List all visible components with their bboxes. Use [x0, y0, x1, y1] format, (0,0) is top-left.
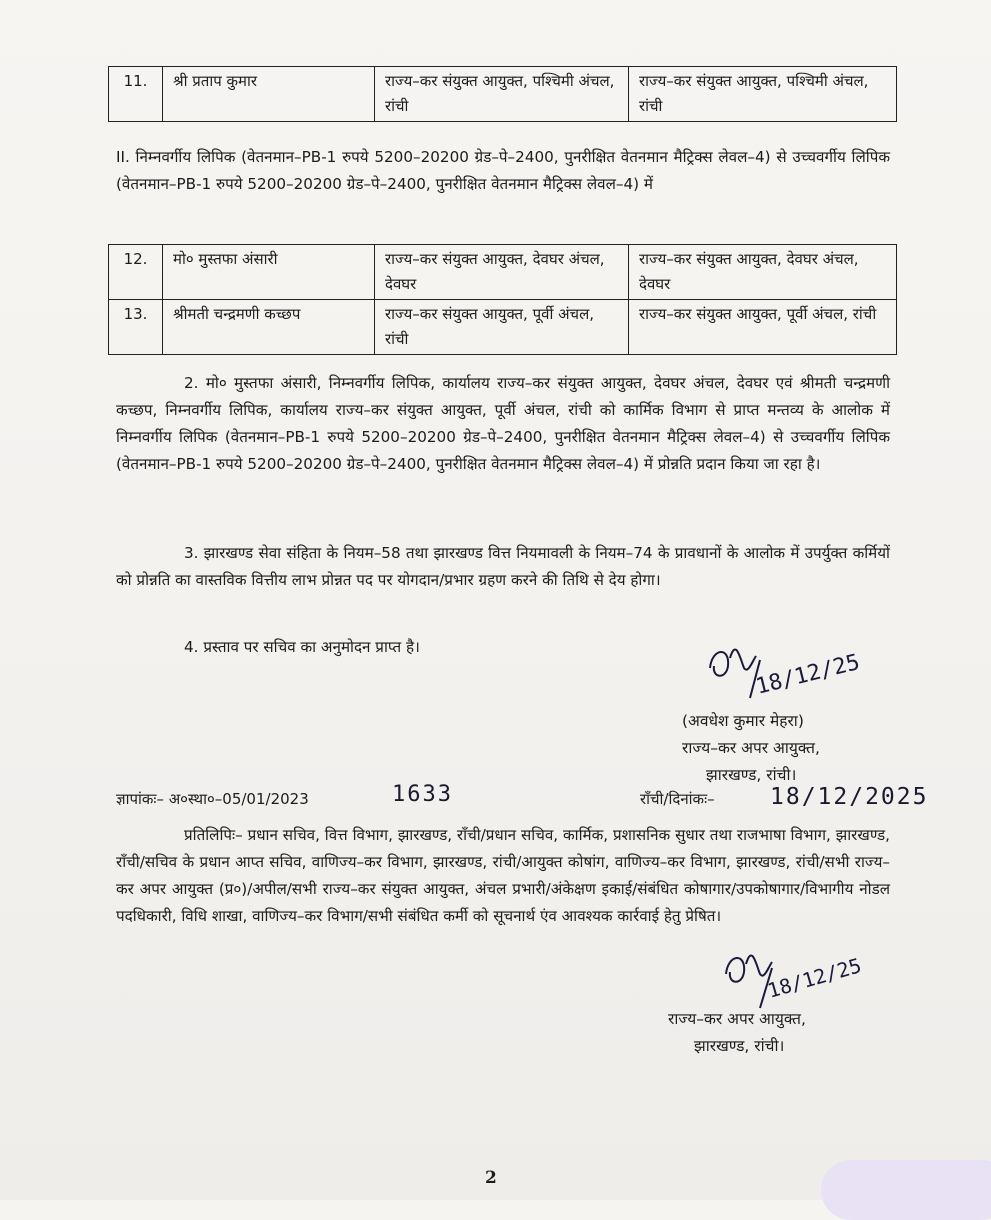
signatory-place: झारखण्ड, रांची। — [706, 766, 797, 784]
copy-to-paragraph: प्रतिलिपिः– प्रधान सचिव, वित्त विभाग, झारखण्ड, राँची/प्रधान सचिव, कार्मिक, प्रशासनिक सुधार तथा राजभाषा विभाग, झारखण्ड, राँची/सचिव के प्रधान आप्त सचिव, वाणिज्य–कर विभाग, झारखण्ड, रांची/आयुक्त कोषांग, वाणिज्य–कर विभाग, झारखण्ड, रांची/सभी राज्य–कर अपर आयुक्त (प्र०)/अपील/सभी राज्य–कर संयुक्त आयुक्त, अंचल प्रभारी/अंकेक्षण इकाई/संबंधित कोषागार/उपकोषागार/विभागीय नोडल पदधिकारी, विधि शाखा, वाणिज्य–कर विभाग/सभी संबंधित कर्मी को सूचनार्थ एंव आवश्यक कार्रवाई हेतु प्रेषित। — [116, 826, 890, 925]
memo-label: ज्ञापांकः– अ०स्था०–05/01/2023 — [116, 790, 309, 808]
table-row — [109, 300, 897, 355]
new-posting: राज्य–कर संयुक्त आयुक्त, देवघर अंचल, देवघर — [629, 245, 897, 300]
signatory-designation: राज्य–कर अपर आयुक्त, — [668, 1010, 806, 1028]
signature-2-block — [668, 1006, 806, 1060]
signature-2-image — [716, 924, 876, 1014]
records-table-top — [108, 66, 897, 122]
table-row — [109, 67, 897, 122]
page-number: 2 — [485, 1168, 497, 1188]
corner-overlay — [821, 1160, 991, 1220]
signatory-name: (अवधेश कुमार मेहरा) — [682, 712, 804, 730]
paragraph-3: 3. झारखण्ड सेवा संहिता के नियम–58 तथा झारखण्ड वित्त नियमावली के नियम–74 के प्रावधानों के आलोक में उपर्युक्त कर्मियों को प्रोन्नति का वास्तविक वित्तीय लाभ प्रोन्नत पद पर योगदान/प्रभार ग्रहण करने की तिथि से देय होगा। — [116, 544, 890, 589]
current-posting: राज्य–कर संयुक्त आयुक्त, देवघर अंचल, देवघर — [375, 245, 629, 300]
current-posting: राज्य–कर संयुक्त आयुक्त, पूर्वी अंचल, रांची — [375, 300, 629, 355]
svg-text:18/12/25: 18/12/25 — [753, 649, 863, 700]
svg-text:18/12/25: 18/12/25 — [764, 953, 864, 1003]
memo-date-handwritten: 18/12/2025 — [770, 784, 929, 810]
employee-name: मो० मुस्तफा अंसारी — [163, 245, 375, 300]
signatory-place: झारखण्ड, रांची। — [694, 1037, 785, 1055]
current-posting: राज्य–कर संयुक्त आयुक्त, पश्चिमी अंचल, रांची — [375, 67, 629, 122]
serial-number: 11. — [109, 67, 163, 122]
section-two-text: II. निम्नवर्गीय लिपिक (वेतनमान–PB-1 रुपये 5200–20200 ग्रेड–पे–2400, पुनरीक्षित वेतनमान मैट्रिक्स लेवल–4) से उच्चवर्गीय लिपिक (वेतनमान–PB-1 रुपये 5200–20200 ग्रेड–पे–2400, पुनरीक्षित वेतनमान मैट्रिक्स लेवल–4) में — [116, 148, 890, 193]
paragraph-4: 4. प्रस्ताव पर सचिव का अनुमोदन प्राप्त है। — [184, 638, 420, 656]
memo-number-handwritten: 1633 — [392, 782, 453, 807]
employee-name: श्रीमती चन्द्रमणी कच्छप — [163, 300, 375, 355]
place-date-label: राँची/दिनांकः– — [640, 790, 715, 808]
signature-1-block — [682, 708, 820, 789]
serial-number: 12. — [109, 245, 163, 300]
signature-1-image — [700, 608, 870, 708]
new-posting: राज्य–कर संयुक्त आयुक्त, पश्चिमी अंचल, रांची — [629, 67, 897, 122]
records-table-bottom — [108, 244, 897, 355]
memo-number-line — [116, 786, 309, 812]
signatory-designation: राज्य–कर अपर आयुक्त, — [682, 739, 820, 757]
new-posting: राज्य–कर संयुक्त आयुक्त, पूर्वी अंचल, रांची — [629, 300, 897, 355]
serial-number: 13. — [109, 300, 163, 355]
paragraph-2: 2. मो० मुस्तफा अंसारी, निम्नवर्गीय लिपिक, कार्यालय राज्य–कर संयुक्त आयुक्त, देवघर अंचल, देवघर एवं श्रीमती चन्द्रमणी कच्छप, निम्नवर्गीय लिपिक, कार्यालय राज्य–कर संयुक्त आयुक्त, पूर्वी अंचल, रांची को कार्मिक विभाग से प्राप्त मन्तव्य के आलोक में निम्नवर्गीय लिपिक (वेतनमान–PB-1 रुपये 5200–20200 ग्रेड–पे–2400, पुनरीक्षित वेतनमान मैट्रिक्स लेवल–4) से उच्चवर्गीय लिपिक (वेतनमान–PB-1 रुपये 5200–20200 ग्रेड–पे–2400, पुनरीक्षित वेतनमान मैट्रिक्स लेवल–4) में प्रोन्नति प्रदान किया जा रहा है। — [116, 374, 890, 473]
table-row — [109, 245, 897, 300]
employee-name: श्री प्रताप कुमार — [163, 67, 375, 122]
